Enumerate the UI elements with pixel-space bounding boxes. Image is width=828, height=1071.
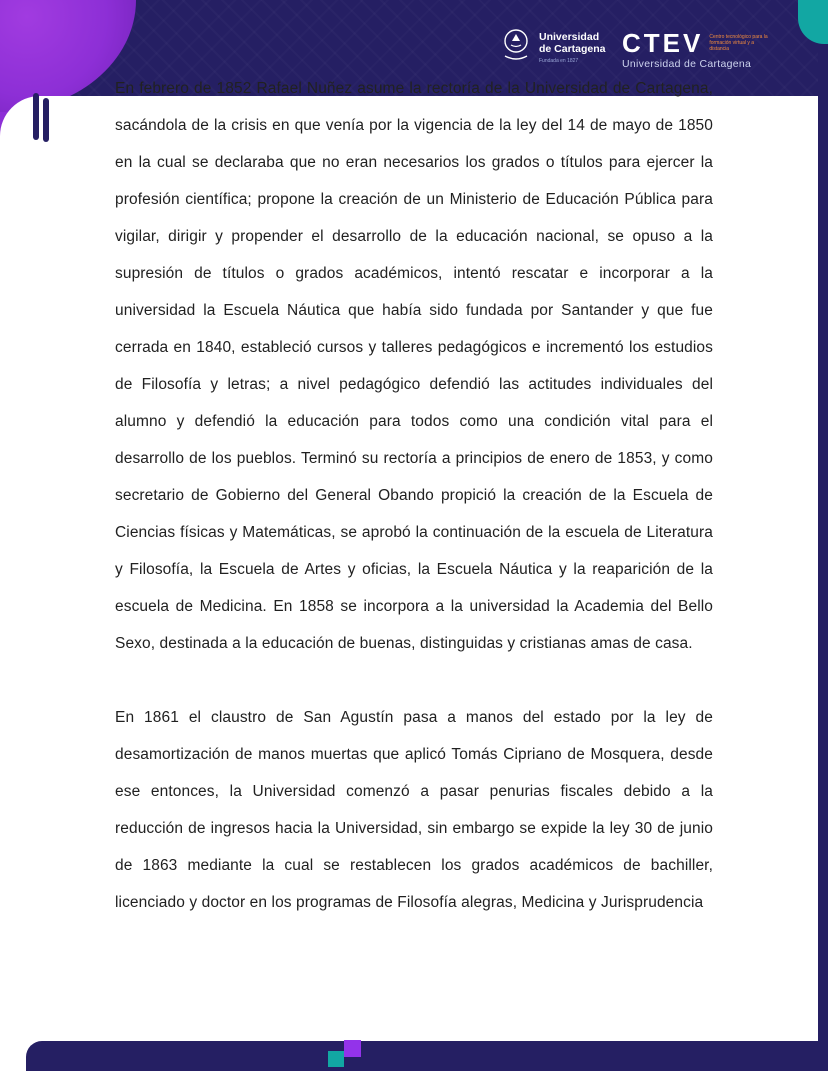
ctev-subtitle: Universidad de Cartagena — [622, 58, 752, 70]
university-tagline: Fundada en 1827 — [539, 57, 579, 64]
document-page — [0, 80, 818, 1041]
document-body — [115, 70, 713, 921]
teal-square-accent — [328, 1051, 344, 1067]
purple-square-accent — [344, 1040, 361, 1057]
university-name-line1: Universidad — [539, 30, 600, 43]
right-border-strip — [818, 0, 828, 1071]
left-margin-mark — [43, 98, 49, 142]
ctev-wordmark: CTEV — [622, 28, 704, 58]
university-name-line2: de Cartagena — [539, 42, 606, 55]
ctev-side-text: Centro tecnológico para la formación virtual y a distancia — [709, 34, 768, 52]
footer-band — [26, 1041, 828, 1071]
paragraph-2: En 1861 el claustro de San Agustín pasa a manos del estado por la ley de desamortización de manos muertas que aplicó Tomás Cipriano de Mosquera, desde ese entonces, la Universidad comenzó a pasar penurias fiscales debido a la reducción de ingresos hacia la Universidad, sin embargo se expide la ley 30 de junio de 1863 mediante la cual se restablecen los grados académicos de bachiller, licenciado y doctor en los programas de Filosofía alegras, Medicina y Jurisprudencia — [115, 709, 713, 911]
left-margin-mark — [33, 93, 39, 140]
paragraph-1: En febrero de 1852 Rafael Nuñez asume la rectoría de la Universidad de Cartagena, sacándola de la crisis en que venía por la vigencia de la ley del 14 de mayo de 1850 en la cual se declaraba que no eran necesarios los grados o títulos para ejercer la profesión científica; propone la creación de un Ministerio de Educación Pública para vigilar, dirigir y propender el desarrollo de la educación nacional, se opuso a la supresión de títulos o grados académicos, intentó rescatar e incorporar a la universidad la Escuela Náutica que había sido fundada por Santander y que fue cerrada en 1840, estableció cursos y talleres pedagógicos e incrementó los estudios de Filosofía y letras; a nivel pedagógico defendió las actitudes individuales del alumno y defendió la educación para todos como una condición vital para el desarrollo de los pueblos. Terminó su rectoría a principios de enero de 1853, y como secretario de Gobierno del General Obando propició la creación de la Escuela de Ciencias físicas y Matemáticas, se aprobó la continuación de la escuela de Literatura y Filosofía, la Escuela de Artes y oficias, la Escuela Náutica y la reaparición de la escuela de Medicina. En 1858 se incorpora a la universidad la Academia del Bello Sexo, destinada a la educación de buenas, distinguidas y cristianas amas de casa. — [115, 80, 713, 652]
